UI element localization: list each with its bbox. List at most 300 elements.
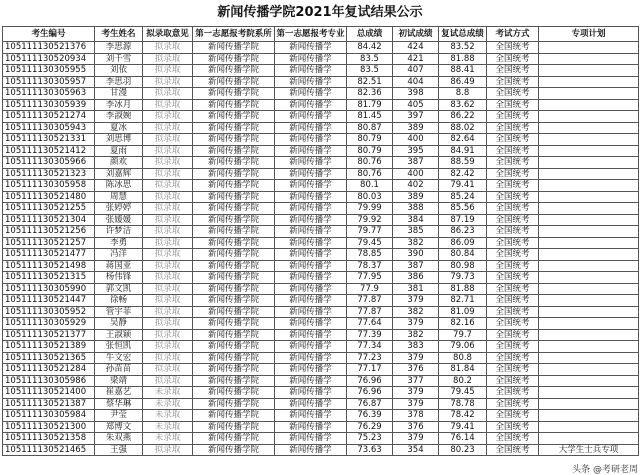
- header-cell: 第一志愿报考专业: [275, 27, 347, 42]
- major-cell: 新闻传播学: [275, 191, 347, 203]
- major-cell: 新闻传播学: [275, 111, 347, 123]
- special-plan-cell: [539, 76, 639, 88]
- special-plan-cell: [539, 226, 639, 238]
- department-cell: 新闻传播学院: [193, 168, 275, 180]
- admission-status-cell: 拟录取: [143, 341, 193, 353]
- department-cell: 新闻传播学院: [193, 387, 275, 399]
- retest-score-cell: 84.91: [439, 145, 487, 157]
- total-score-cell: 79.99: [347, 203, 393, 215]
- department-cell: 新闻传播学院: [193, 341, 275, 353]
- major-cell: 新闻传播学: [275, 272, 347, 284]
- retest-score-cell: 82.16: [439, 318, 487, 330]
- candidate-id-cell: 105111130521447: [3, 295, 95, 307]
- table-row: [3, 88, 639, 100]
- department-cell: 新闻传播学院: [193, 134, 275, 146]
- initial-score-cell: 389: [393, 191, 439, 203]
- major-cell: 新闻传播学: [275, 410, 347, 422]
- exam-type-cell: 全国统考: [487, 53, 539, 65]
- retest-score-cell: 81.09: [439, 306, 487, 318]
- total-score-cell: 75.23: [347, 433, 393, 445]
- candidate-name-cell: 李思源: [95, 42, 143, 54]
- exam-type-cell: 全国统考: [487, 111, 539, 123]
- department-cell: 新闻传播学院: [193, 260, 275, 272]
- department-cell: 新闻传播学院: [193, 53, 275, 65]
- admission-status-cell: 拟录取: [143, 283, 193, 295]
- major-cell: 新闻传播学: [275, 134, 347, 146]
- candidate-id-cell: 105111130521304: [3, 214, 95, 226]
- major-cell: 新闻传播学: [275, 122, 347, 134]
- retest-score-cell: 83.52: [439, 42, 487, 54]
- admission-status-cell: 拟录取: [143, 65, 193, 77]
- exam-type-cell: 全国统考: [487, 398, 539, 410]
- total-score-cell: 80.79: [347, 145, 393, 157]
- major-cell: 新闻传播学: [275, 352, 347, 364]
- candidate-id-cell: 105111130305986: [3, 375, 95, 387]
- candidate-name-cell: 李冰月: [95, 99, 143, 111]
- admission-status-cell: 未录取: [143, 433, 193, 445]
- header-cell: 考生编号: [3, 27, 95, 42]
- major-cell: 新闻传播学: [275, 65, 347, 77]
- department-cell: 新闻传播学院: [193, 295, 275, 307]
- initial-score-cell: 388: [393, 203, 439, 215]
- candidate-id-cell: 105111130305966: [3, 157, 95, 169]
- table-row: [3, 76, 639, 88]
- total-score-cell: 77.64: [347, 318, 393, 330]
- total-score-cell: 73.63: [347, 444, 393, 456]
- major-cell: 新闻传播学: [275, 168, 347, 180]
- candidate-id-cell: 105111130521331: [3, 134, 95, 146]
- table-row: [3, 387, 639, 399]
- retest-score-cell: 79.41: [439, 421, 487, 433]
- initial-score-cell: 424: [393, 42, 439, 54]
- special-plan-cell: [539, 214, 639, 226]
- exam-type-cell: 全国统考: [487, 203, 539, 215]
- department-cell: 新闻传播学院: [193, 283, 275, 295]
- major-cell: 新闻传播学: [275, 157, 347, 169]
- major-cell: 新闻传播学: [275, 42, 347, 54]
- total-score-cell: 84.42: [347, 42, 393, 54]
- initial-score-cell: 386: [393, 272, 439, 284]
- exam-type-cell: 全国统考: [487, 191, 539, 203]
- retest-score-cell: 80.8: [439, 352, 487, 364]
- candidate-name-cell: 王淑颖: [95, 329, 143, 341]
- total-score-cell: 79.92: [347, 214, 393, 226]
- candidate-name-cell: 崔嘉艺: [95, 387, 143, 399]
- admission-status-cell: 拟录取: [143, 272, 193, 284]
- admission-status-cell: 拟录取: [143, 306, 193, 318]
- special-plan-cell: [539, 42, 639, 54]
- exam-type-cell: 全国统考: [487, 180, 539, 192]
- exam-type-cell: 全国统考: [487, 214, 539, 226]
- header-cell: 考试方式: [487, 27, 539, 42]
- candidate-name-cell: 徐畅: [95, 295, 143, 307]
- department-cell: 新闻传播学院: [193, 111, 275, 123]
- initial-score-cell: 379: [393, 295, 439, 307]
- special-plan-cell: [539, 99, 639, 111]
- total-score-cell: 79.77: [347, 226, 393, 238]
- admission-status-cell: 拟录取: [143, 157, 193, 169]
- initial-score-cell: 384: [393, 214, 439, 226]
- department-cell: 新闻传播学院: [193, 318, 275, 330]
- total-score-cell: 80.76: [347, 157, 393, 169]
- special-plan-cell: [539, 272, 639, 284]
- special-plan-cell: [539, 352, 639, 364]
- candidate-name-cell: 蒋国亚: [95, 260, 143, 272]
- department-cell: 新闻传播学院: [193, 433, 275, 445]
- retest-score-cell: 79.45: [439, 387, 487, 399]
- table-row: [3, 134, 639, 146]
- candidate-id-cell: 105111130521465: [3, 444, 95, 456]
- total-score-cell: 82.36: [347, 88, 393, 100]
- total-score-cell: 76.96: [347, 375, 393, 387]
- major-cell: 新闻传播学: [275, 249, 347, 261]
- exam-type-cell: 全国统考: [487, 410, 539, 422]
- admission-status-cell: 未录取: [143, 387, 193, 399]
- initial-score-cell: 382: [393, 306, 439, 318]
- total-score-cell: 83.5: [347, 53, 393, 65]
- table-row: [3, 191, 639, 203]
- table-row: [3, 398, 639, 410]
- table-row: [3, 272, 639, 284]
- initial-score-cell: 385: [393, 226, 439, 238]
- department-cell: 新闻传播学院: [193, 76, 275, 88]
- special-plan-cell: [539, 122, 639, 134]
- exam-type-cell: 全国统考: [487, 237, 539, 249]
- total-score-cell: 77.87: [347, 295, 393, 307]
- major-cell: 新闻传播学: [275, 237, 347, 249]
- admission-status-cell: 拟录取: [143, 191, 193, 203]
- retest-score-cell: 86.23: [439, 226, 487, 238]
- candidate-id-cell: 105111130521387: [3, 398, 95, 410]
- admission-status-cell: 拟录取: [143, 53, 193, 65]
- retest-score-cell: 76.14: [439, 433, 487, 445]
- retest-score-cell: 88.41: [439, 65, 487, 77]
- total-score-cell: 77.23: [347, 352, 393, 364]
- exam-type-cell: 全国统考: [487, 318, 539, 330]
- candidate-name-cell: 张婷婷: [95, 203, 143, 215]
- special-plan-cell: [539, 421, 639, 433]
- exam-type-cell: 全国统考: [487, 134, 539, 146]
- initial-score-cell: 382: [393, 237, 439, 249]
- retest-score-cell: 79.06: [439, 341, 487, 353]
- special-plan-cell: [539, 134, 639, 146]
- admission-status-cell: 拟录取: [143, 249, 193, 261]
- initial-score-cell: 395: [393, 145, 439, 157]
- special-plan-cell: [539, 111, 639, 123]
- table-row: [3, 341, 639, 353]
- exam-type-cell: 全国统考: [487, 226, 539, 238]
- total-score-cell: 77.9: [347, 283, 393, 295]
- initial-score-cell: 376: [393, 364, 439, 376]
- special-plan-cell: [539, 283, 639, 295]
- table-row: [3, 42, 639, 54]
- table-row: [3, 352, 639, 364]
- header-cell: 总成绩: [347, 27, 393, 42]
- admission-status-cell: 拟录取: [143, 145, 193, 157]
- total-score-cell: 78.85: [347, 249, 393, 261]
- total-score-cell: 77.87: [347, 306, 393, 318]
- admission-status-cell: 拟录取: [143, 329, 193, 341]
- admission-status-cell: 未录取: [143, 421, 193, 433]
- candidate-name-cell: 张恒凯: [95, 341, 143, 353]
- special-plan-cell: [539, 65, 639, 77]
- special-plan-cell: [539, 260, 639, 272]
- total-score-cell: 77.39: [347, 329, 393, 341]
- initial-score-cell: 379: [393, 398, 439, 410]
- retest-score-cell: 82.64: [439, 134, 487, 146]
- candidate-name-cell: 刘思博: [95, 134, 143, 146]
- department-cell: 新闻传播学院: [193, 65, 275, 77]
- exam-type-cell: 全国统考: [487, 145, 539, 157]
- initial-score-cell: 402: [393, 180, 439, 192]
- initial-score-cell: 398: [393, 88, 439, 100]
- exam-type-cell: 全国统考: [487, 157, 539, 169]
- major-cell: 新闻传播学: [275, 260, 347, 272]
- major-cell: 新闻传播学: [275, 88, 347, 100]
- table-row: [3, 444, 639, 456]
- major-cell: 新闻传播学: [275, 145, 347, 157]
- initial-score-cell: 379: [393, 433, 439, 445]
- admission-status-cell: 拟录取: [143, 364, 193, 376]
- major-cell: 新闻传播学: [275, 306, 347, 318]
- header-row: [3, 27, 639, 42]
- table-row: [3, 329, 639, 341]
- department-cell: 新闻传播学院: [193, 180, 275, 192]
- candidate-name-cell: 李思羽: [95, 76, 143, 88]
- table-row: [3, 433, 639, 445]
- candidate-name-cell: 蔡华琳: [95, 398, 143, 410]
- exam-type-cell: 全国统考: [487, 283, 539, 295]
- special-plan-cell: [539, 295, 639, 307]
- candidate-id-cell: 105111130305943: [3, 122, 95, 134]
- major-cell: 新闻传播学: [275, 180, 347, 192]
- exam-type-cell: 全国统考: [487, 421, 539, 433]
- special-plan-cell: [539, 433, 639, 445]
- retest-score-cell: 80.98: [439, 260, 487, 272]
- retest-score-cell: 79.7: [439, 329, 487, 341]
- header-cell: 考生姓名: [95, 27, 143, 42]
- table-row: [3, 410, 639, 422]
- exam-type-cell: 全国统考: [487, 88, 539, 100]
- retest-score-cell: 80.84: [439, 249, 487, 261]
- exam-type-cell: 全国统考: [487, 42, 539, 54]
- exam-type-cell: 全国统考: [487, 122, 539, 134]
- table-body: [3, 42, 639, 456]
- candidate-id-cell: 105111130305952: [3, 306, 95, 318]
- major-cell: 新闻传播学: [275, 387, 347, 399]
- retest-score-cell: 79.41: [439, 180, 487, 192]
- initial-score-cell: 378: [393, 410, 439, 422]
- department-cell: 新闻传播学院: [193, 272, 275, 284]
- retest-score-cell: 79.73: [439, 272, 487, 284]
- candidate-id-cell: 105111130521389: [3, 341, 95, 353]
- candidate-id-cell: 105111130521255: [3, 203, 95, 215]
- major-cell: 新闻传播学: [275, 318, 347, 330]
- admission-status-cell: 拟录取: [143, 260, 193, 272]
- major-cell: 新闻传播学: [275, 421, 347, 433]
- candidate-id-cell: 105111130521377: [3, 329, 95, 341]
- special-plan-cell: [539, 157, 639, 169]
- admission-status-cell: 未录取: [143, 398, 193, 410]
- department-cell: 新闻传播学院: [193, 99, 275, 111]
- department-cell: 新闻传播学院: [193, 444, 275, 456]
- candidate-name-cell: 刘千雪: [95, 53, 143, 65]
- table-row: [3, 203, 639, 215]
- retest-score-cell: 83.62: [439, 99, 487, 111]
- exam-type-cell: 全国统考: [487, 272, 539, 284]
- total-score-cell: 80.79: [347, 134, 393, 146]
- candidate-id-cell: 105111130521315: [3, 272, 95, 284]
- admission-status-cell: 拟录取: [143, 134, 193, 146]
- retest-score-cell: 80.2: [439, 375, 487, 387]
- initial-score-cell: 379: [393, 352, 439, 364]
- candidate-id-cell: 105111130305963: [3, 88, 95, 100]
- candidate-id-cell: 105111130521300: [3, 421, 95, 433]
- exam-type-cell: 全国统考: [487, 249, 539, 261]
- candidate-name-cell: 甘漫: [95, 88, 143, 100]
- total-score-cell: 80.87: [347, 122, 393, 134]
- department-cell: 新闻传播学院: [193, 122, 275, 134]
- major-cell: 新闻传播学: [275, 295, 347, 307]
- total-score-cell: 76.29: [347, 421, 393, 433]
- special-plan-cell: [539, 375, 639, 387]
- initial-score-cell: 381: [393, 283, 439, 295]
- initial-score-cell: 354: [393, 444, 439, 456]
- special-plan-cell: [539, 306, 639, 318]
- initial-score-cell: 405: [393, 99, 439, 111]
- table-row: [3, 99, 639, 111]
- table-row: [3, 237, 639, 249]
- special-plan-cell: [539, 410, 639, 422]
- table-row: [3, 295, 639, 307]
- exam-type-cell: 全国统考: [487, 364, 539, 376]
- department-cell: 新闻传播学院: [193, 203, 275, 215]
- retest-score-cell: 82.71: [439, 295, 487, 307]
- initial-score-cell: 379: [393, 318, 439, 330]
- candidate-id-cell: 105111130521358: [3, 433, 95, 445]
- candidate-id-cell: 105111130521274: [3, 111, 95, 123]
- table-row: [3, 157, 639, 169]
- table-row: [3, 249, 639, 261]
- total-score-cell: 76.39: [347, 410, 393, 422]
- table-row: [3, 375, 639, 387]
- department-cell: 新闻传播学院: [193, 306, 275, 318]
- admission-status-cell: 拟录取: [143, 295, 193, 307]
- total-score-cell: 82.51: [347, 76, 393, 88]
- initial-score-cell: 404: [393, 76, 439, 88]
- exam-type-cell: 全国统考: [487, 444, 539, 456]
- candidate-id-cell: 105111130521400: [3, 387, 95, 399]
- candidate-id-cell: 105111130521498: [3, 260, 95, 272]
- special-plan-cell: [539, 364, 639, 376]
- retest-score-cell: 81.84: [439, 364, 487, 376]
- department-cell: 新闻传播学院: [193, 191, 275, 203]
- admission-status-cell: 拟录取: [143, 375, 193, 387]
- table-row: [3, 145, 639, 157]
- initial-score-cell: 387: [393, 260, 439, 272]
- retest-score-cell: 87.19: [439, 214, 487, 226]
- total-score-cell: 77.34: [347, 341, 393, 353]
- initial-score-cell: 377: [393, 375, 439, 387]
- candidate-id-cell: 105111130521477: [3, 249, 95, 261]
- admission-status-cell: 拟录取: [143, 88, 193, 100]
- candidate-id-cell: 105111130521412: [3, 145, 95, 157]
- exam-type-cell: 全国统考: [487, 99, 539, 111]
- header-cell: 专项计划: [539, 27, 639, 42]
- major-cell: 新闻传播学: [275, 53, 347, 65]
- candidate-name-cell: 刘嘉辉: [95, 168, 143, 180]
- retest-score-cell: 88.59: [439, 157, 487, 169]
- candidate-name-cell: 尹莹: [95, 410, 143, 422]
- admission-status-cell: 拟录取: [143, 237, 193, 249]
- table-row: [3, 260, 639, 272]
- department-cell: 新闻传播学院: [193, 375, 275, 387]
- department-cell: 新闻传播学院: [193, 214, 275, 226]
- page-title: 新闻传播学院2021年复试结果公示: [217, 5, 423, 20]
- admission-status-cell: 拟录取: [143, 168, 193, 180]
- admission-status-cell: 拟录取: [143, 444, 193, 456]
- total-score-cell: 80.76: [347, 168, 393, 180]
- candidate-id-cell: 105111130521284: [3, 364, 95, 376]
- department-cell: 新闻传播学院: [193, 352, 275, 364]
- retest-score-cell: 80.23: [439, 444, 487, 456]
- major-cell: 新闻传播学: [275, 375, 347, 387]
- initial-score-cell: 390: [393, 249, 439, 261]
- candidate-name-cell: 冯洋: [95, 249, 143, 261]
- table-row: [3, 180, 639, 192]
- candidate-id-cell: 105111130521480: [3, 191, 95, 203]
- major-cell: 新闻传播学: [275, 444, 347, 456]
- initial-score-cell: 400: [393, 134, 439, 146]
- table-row: [3, 168, 639, 180]
- department-cell: 新闻传播学院: [193, 364, 275, 376]
- special-plan-cell: [539, 180, 639, 192]
- exam-type-cell: 全国统考: [487, 352, 539, 364]
- department-cell: 新闻传播学院: [193, 329, 275, 341]
- candidate-id-cell: 105111130521256: [3, 226, 95, 238]
- department-cell: 新闻传播学院: [193, 237, 275, 249]
- retest-score-cell: 8.8: [439, 88, 487, 100]
- exam-type-cell: 全国统考: [487, 433, 539, 445]
- candidate-name-cell: 李勇: [95, 237, 143, 249]
- department-cell: 新闻传播学院: [193, 145, 275, 157]
- candidate-name-cell: 郑博文: [95, 421, 143, 433]
- exam-type-cell: 全国统考: [487, 76, 539, 88]
- retest-score-cell: 86.49: [439, 76, 487, 88]
- major-cell: 新闻传播学: [275, 99, 347, 111]
- initial-score-cell: 379: [393, 387, 439, 399]
- total-score-cell: 83.5: [347, 65, 393, 77]
- retest-score-cell: 85.24: [439, 191, 487, 203]
- candidate-name-cell: 李淑婉: [95, 111, 143, 123]
- initial-score-cell: 376: [393, 421, 439, 433]
- total-score-cell: 79.45: [347, 237, 393, 249]
- department-cell: 新闻传播学院: [193, 410, 275, 422]
- candidate-name-cell: 郭文凯: [95, 283, 143, 295]
- initial-score-cell: 421: [393, 53, 439, 65]
- table-row: [3, 318, 639, 330]
- special-plan-cell: [539, 53, 639, 65]
- department-cell: 新闻传播学院: [193, 226, 275, 238]
- table-row: [3, 53, 639, 65]
- candidate-id-cell: 105111130305955: [3, 65, 95, 77]
- admission-status-cell: 拟录取: [143, 203, 193, 215]
- table-row: [3, 226, 639, 238]
- exam-type-cell: 全国统考: [487, 260, 539, 272]
- admission-status-cell: 拟录取: [143, 76, 193, 88]
- candidate-name-cell: 许梦洁: [95, 226, 143, 238]
- results-table: [2, 26, 639, 456]
